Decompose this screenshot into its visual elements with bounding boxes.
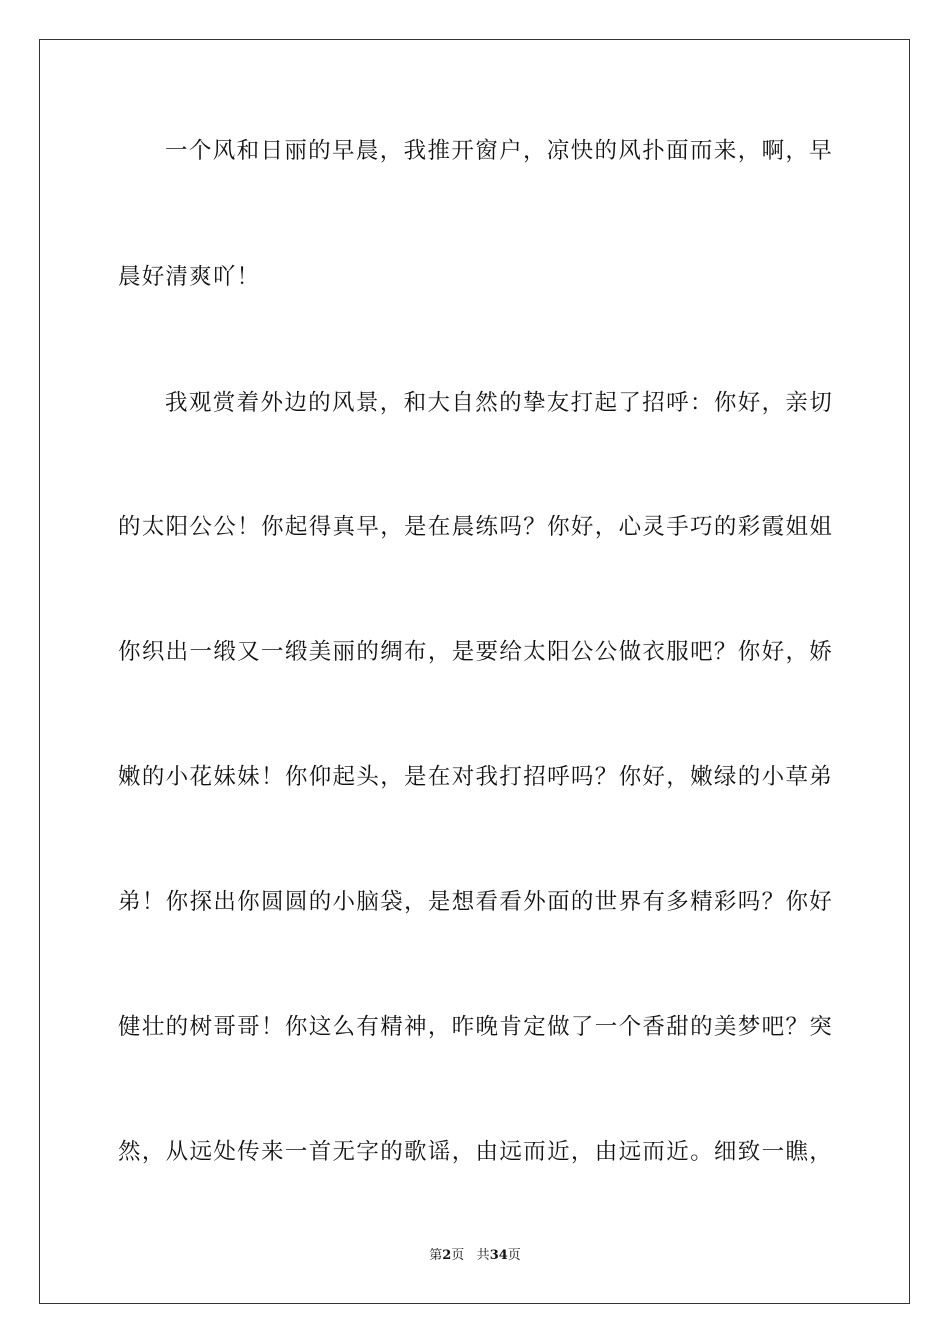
page-number: 2 (442, 1248, 452, 1263)
total-pages: 34 (489, 1248, 508, 1263)
page-prefix: 第 (429, 1248, 443, 1263)
paragraph-1-line-1: 一个风和日丽的早晨，我推开窗户，凉快的风扑面而来，啊，早 (165, 138, 833, 164)
paragraph-2-line-5: 弟！你探出你圆圆的小脑袋，是想看看外面的世界有多精彩吗？你好 (118, 889, 833, 915)
total-suffix: 页 (507, 1248, 521, 1263)
page-border (39, 39, 910, 1304)
total-prefix: 共 (476, 1248, 490, 1263)
paragraph-2-line-2: 的太阳公公！你起得真早，是在晨练吗？你好，心灵手巧的彩霞姐姐 (118, 514, 833, 540)
paragraph-2-line-3: 你织出一缎又一缎美丽的绸布，是要给太阳公公做衣服吧？你好，娇 (118, 639, 833, 665)
page-footer (0, 1247, 950, 1265)
page-suffix: 页 (451, 1248, 465, 1263)
paragraph-1-line-2: 晨好清爽吖！ (118, 264, 261, 290)
paragraph-2-line-6: 健壮的树哥哥！你这么有精神，昨晚肯定做了一个香甜的美梦吧？突 (118, 1014, 833, 1040)
paragraph-2-line-4: 嫩的小花妹妹！你仰起头，是在对我打招呼吗？你好，嫩绿的小草弟 (118, 764, 833, 790)
paragraph-2-line-7: 然，从远处传来一首无字的歌谣，由远而近，由远而近。细致一瞧， (118, 1139, 833, 1165)
paragraph-2-line-1: 我观赏着外边的风景，和大自然的挚友打起了招呼：你好，亲切 (165, 390, 833, 416)
